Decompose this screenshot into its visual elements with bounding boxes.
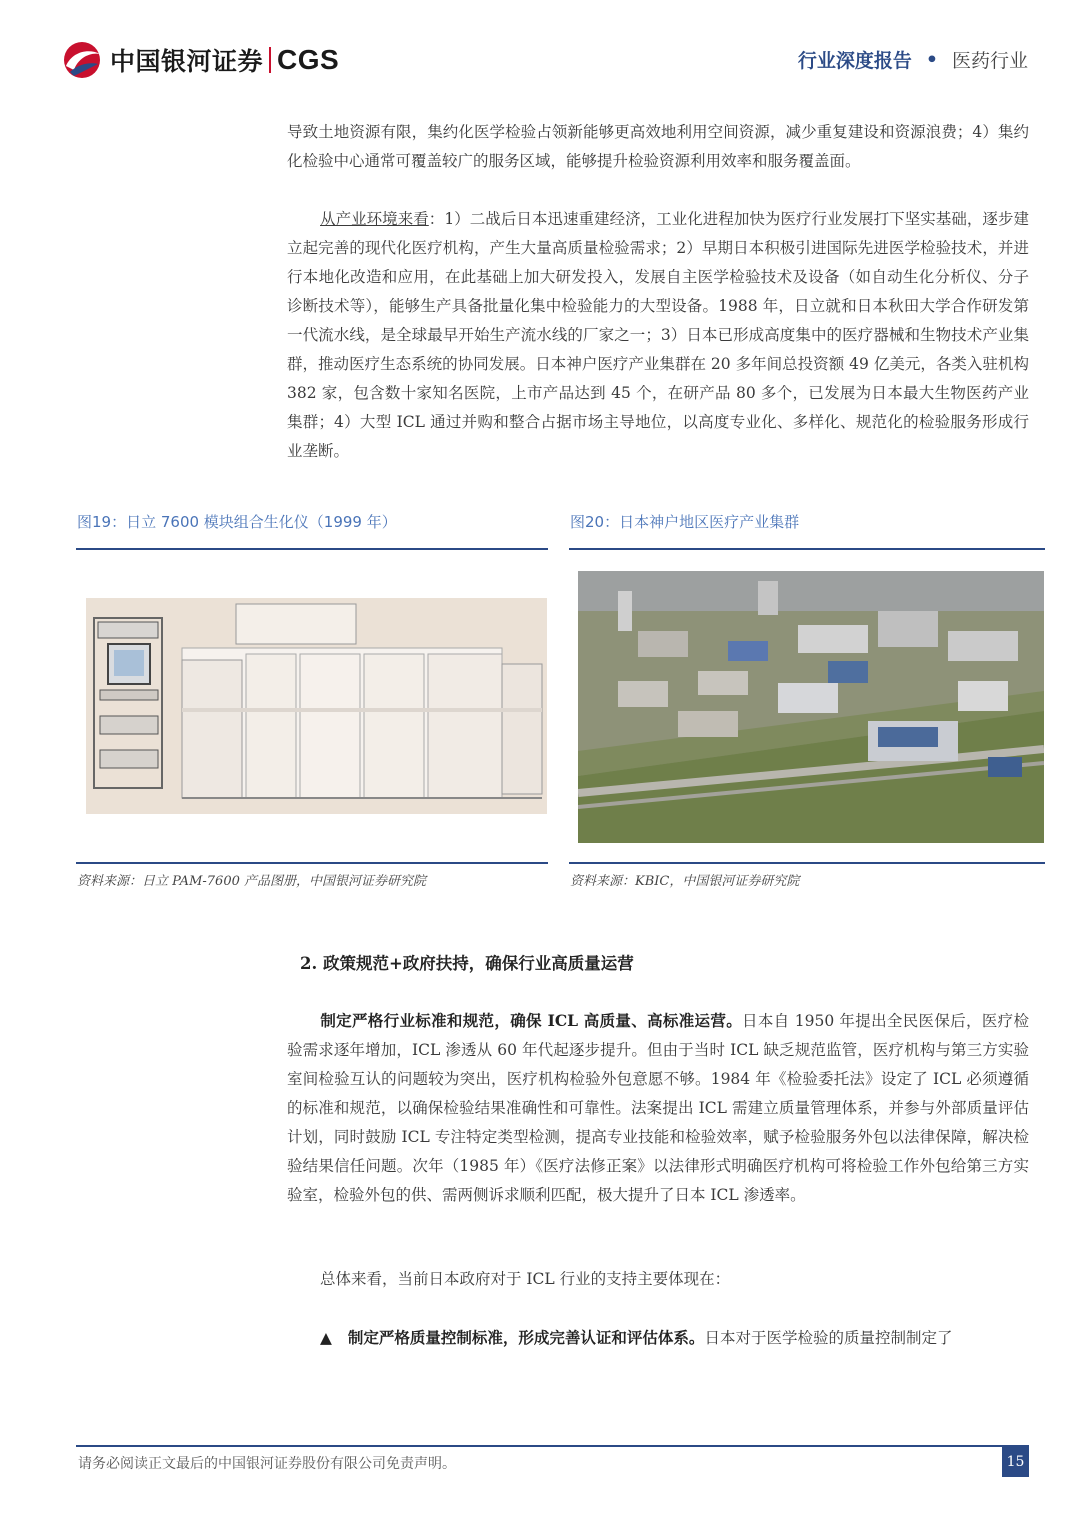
figure-19-title: 图19：日立 7600 模块组合生化仪（1999 年） xyxy=(77,513,397,531)
paragraph-industry-environment xyxy=(287,205,1029,466)
figure-19-top-rule xyxy=(76,548,548,550)
section-heading: 2. 政策规范+政府扶持，确保行业高质量运营 xyxy=(300,954,634,973)
paragraph-industry-standards xyxy=(287,1006,1029,1210)
paragraph-land-resources: 导致土地资源有限，集约化医学检验占领新能够更高效地利用空间资源，减少重复建设和资源浪费；4）集约化检验中心通常可覆盖较广的服务区域，能够提升检验资源利用效率和服务覆盖面。 xyxy=(287,123,1029,170)
figure-20-bottom-rule xyxy=(569,862,1045,864)
industry-environment-body: ：1）二战后日本迅速重建经济，工业化进程加快为医疗行业发展打下坚实基础，逐步建立起完善的现代化医疗机构，产生大量高质量检验需求；2）早期日本积极引进国际先进医学检验技术，并进行本地化改造和应用，在此基础上加大研发投入，发展自主医学检验技术及设备（如自动生化分析仪、分子诊断技术等），能够生产具备批量化集中检验能力的大型设备。1988 年，日立就和日本秋田大学合作研发第一代流水线，是全球最早开始生产流水线的厂家之一；3）日本已形成高度集中的医疗器械和生物技术产业集群，推动医疗生态系统的协同发展。日本神户医疗产业集群在 20 多年间总投资额 49 亿美元，各类入驻机构 382 家，包含数十家知名医院，上市产品达到 45 个，在研产品 80 多个，已发展为日本最大生物医药产业集群；4）大型 ICL 通过并购和整合占据市场主导地位，以高度专业化、多样化、规范化的检验服务形成行业垄断。 xyxy=(287,210,1029,460)
footer-rule xyxy=(76,1445,1029,1447)
cgs-logo-icon xyxy=(60,40,104,80)
report-industry: 医药行业 xyxy=(951,50,1028,72)
figure-20-title: 图20：日本神户地区医疗产业集群 xyxy=(570,513,800,531)
bullet-quality-control xyxy=(320,1323,1029,1353)
government-support-text: 总体来看，当前日本政府对于 ICL 行业的支持主要体现在： xyxy=(320,1270,731,1288)
logo-english-name: CGS xyxy=(277,44,340,75)
quality-control-body: 日本对于医学检验的质量控制制定了 xyxy=(704,1329,953,1347)
industry-standards-lead: 制定严格行业标准和规范，确保 ICL 高质量、高标准运营。 xyxy=(320,1011,743,1030)
report-type: 行业深度报告 xyxy=(797,50,912,72)
company-logo xyxy=(60,40,339,80)
report-header-tag xyxy=(798,46,1028,73)
header-separator: • xyxy=(925,48,938,71)
hitachi-analyzer-drawing xyxy=(86,598,547,814)
figure-20-top-rule xyxy=(569,548,1045,550)
kobe-cluster-aerial-image xyxy=(578,571,1044,843)
industry-standards-body: 日本自 1950 年提出全民医保后，医疗检验需求逐年增加，ICL 渗透从 60 年代起逐步提升。但由于当时 ICL 缺乏规范监管，医疗机构与第三方实验室间检验互认的问题较为突出，医疗机构检验外包意愿不够。1984 年《检验委托法》设定了 ICL 必须遵循的标准和规范，以确保检验结果准确性和可靠性。法案提出 ICL 需建立质量管理体系，并参与外部质量评估计划，同时鼓励 ICL 专注特定类型检测，提高专业技能和检验效率，赋予检验服务外包以法律保障，解决检验结果信任问题。次年（1985 年）《医疗法修正案》以法律形式明确医疗机构可将检验工作外包给第三方实验室，检验外包的供、需两侧诉求顺利匹配，极大提升了日本 ICL 渗透率。 xyxy=(287,1012,1029,1204)
logo-chinese-name: 中国银河证券 xyxy=(110,47,264,76)
industry-environment-lead: 从产业环境来看 xyxy=(320,210,429,228)
kobe-aerial-drawing xyxy=(578,571,1044,843)
paragraph-government-support xyxy=(287,1265,1029,1294)
hitachi-analyzer-image xyxy=(86,598,547,814)
quality-control-lead: 制定严格质量控制标准，形成完善认证和评估体系。 xyxy=(347,1328,705,1347)
figure-19-source: 资料来源：日立 PAM-7600 产品图册，中国银河证券研究院 xyxy=(77,874,426,889)
figure-20-source: 资料来源：KBIC，中国银河证券研究院 xyxy=(570,874,800,889)
page-number: 15 xyxy=(1002,1447,1029,1477)
footer-disclaimer: 请务必阅读正文最后的中国银河证券股份有限公司免责声明。 xyxy=(78,1456,456,1472)
logo-divider xyxy=(269,47,271,73)
figure-19-bottom-rule xyxy=(76,862,548,864)
triangle-bullet-icon: ▲ xyxy=(320,1329,332,1347)
